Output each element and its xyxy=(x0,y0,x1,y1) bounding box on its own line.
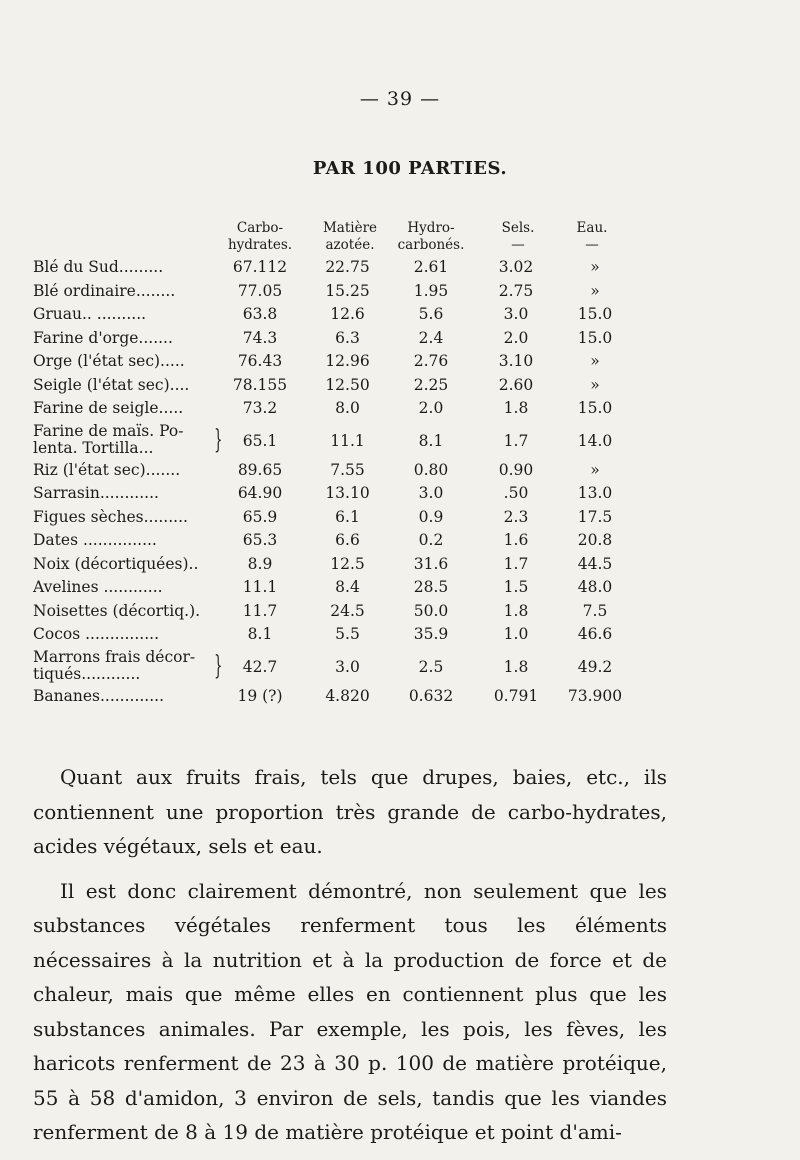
cell-eau: 13.0 xyxy=(577,484,613,502)
paragraph: Quant aux fruits frais, tels que drupes, baies, etc., ils contiennent une proportion très grande de carbo-hydrates, acides végétaux, sels et eau. xyxy=(33,765,667,858)
cell-eau: 20.8 xyxy=(577,531,613,549)
table-row xyxy=(0,625,800,649)
cell-carbohydrates: 64.90 xyxy=(237,484,283,502)
cell-matiere-azotee: 24.5 xyxy=(330,601,365,620)
cell-sels: 3.10 xyxy=(498,352,534,370)
table-row xyxy=(0,555,800,579)
cell-hydrocarbones: 0.2 xyxy=(418,531,444,549)
row-food-name: Seigle (l'état sec).... xyxy=(33,375,190,394)
header-carbohydrates xyxy=(222,220,298,254)
table-row xyxy=(0,687,800,711)
row-food-name: Blé ordinaire........ xyxy=(33,281,176,300)
table-row xyxy=(0,329,800,353)
table-row xyxy=(0,352,800,376)
row-food-name: Dates ............... xyxy=(33,531,157,549)
table-title: PAR 100 PARTIES. xyxy=(312,158,508,179)
header-eau xyxy=(560,220,624,254)
cell-hydrocarbones: 8.1 xyxy=(418,431,444,450)
brace-glyph: } xyxy=(214,424,223,455)
row-food-name: Gruau.. .......... xyxy=(33,305,147,323)
cell-eau: 7.5 xyxy=(582,601,608,620)
cell-sels: 0.791 xyxy=(493,686,539,705)
cell-matiere-azotee: 12.6 xyxy=(330,305,365,323)
cell-hydrocarbones: 3.0 xyxy=(418,484,444,502)
cell-carbohydrates: 11.1 xyxy=(242,578,278,596)
cell-hydrocarbones: 2.0 xyxy=(418,399,444,417)
cell-eau: 15.0 xyxy=(577,328,613,347)
cell-carbohydrates: 63.8 xyxy=(242,305,278,323)
paragraph: Il est donc clairement démontré, non seulement que les substances végétales renferment tous les éléments nécessaires à la nutrition et à la production de force et de chaleur, mais que même elles en contiennent plus que les substances animales. Par exemple, les pois, les fèves, les haricots renferment de 23 à 30 p. 100 de matière protéique, 55 à 58 d'amidon, 3 environ de sels, tandis que les viandes renferment de 8 à 19 de matière protéique et point d'ami- xyxy=(33,878,667,1144)
row-food-name: Sarrasin............ xyxy=(33,484,159,502)
row-food-name: Blé du Sud......... xyxy=(33,258,164,276)
cell-sels: 1.8 xyxy=(503,601,529,620)
cell-sels: 2.0 xyxy=(503,328,529,347)
cell-matiere-azotee: 8.4 xyxy=(335,578,360,596)
cell-carbohydrates: 65.9 xyxy=(242,507,278,526)
header-sels-line2: — xyxy=(511,237,525,253)
cell-hydrocarbones: 50.0 xyxy=(413,601,449,620)
row-food-name: Bananes............. xyxy=(33,686,165,705)
cell-hydrocarbones: 0.80 xyxy=(413,460,449,479)
cell-hydrocarbones: 0.632 xyxy=(408,686,454,705)
row-food-name: Farine de seigle..... xyxy=(33,399,184,417)
header-sels xyxy=(488,220,548,254)
row-food-name: Figues sèches......... xyxy=(33,507,188,526)
table-row xyxy=(0,602,800,626)
brace-glyph: } xyxy=(214,650,223,681)
cell-eau: » xyxy=(590,281,600,300)
table-row xyxy=(0,649,800,687)
header-eau-line2: — xyxy=(585,237,599,253)
table-row xyxy=(0,578,800,602)
header-sels-line1: Sels. xyxy=(501,220,535,236)
cell-hydrocarbones: 5.6 xyxy=(418,305,444,323)
cell-sels: 1.5 xyxy=(503,578,529,596)
cell-carbohydrates: 67.112 xyxy=(232,258,288,276)
cell-hydrocarbones: 35.9 xyxy=(413,625,449,643)
cell-eau: » xyxy=(590,375,600,394)
table-body xyxy=(0,258,800,710)
cell-carbohydrates: 73.2 xyxy=(242,399,278,417)
row-food-name: Farine de maïs. Po- lenta. Tortilla... xyxy=(33,422,184,457)
cell-matiere-azotee: 15.25 xyxy=(325,281,370,300)
cell-sels: 1.6 xyxy=(503,531,529,549)
page-number: — 39 — xyxy=(359,88,441,110)
cell-hydrocarbones: 1.95 xyxy=(413,281,449,300)
table-row xyxy=(0,399,800,423)
cell-sels: 1.7 xyxy=(503,554,529,573)
cell-matiere-azotee: 12.50 xyxy=(325,375,370,394)
cell-carbohydrates: 78.155 xyxy=(232,375,288,394)
cell-hydrocarbones: 2.61 xyxy=(413,258,449,276)
cell-hydrocarbones: 2.76 xyxy=(413,352,449,370)
cell-eau: 14.0 xyxy=(577,431,613,450)
cell-hydrocarbones: 2.25 xyxy=(413,375,449,394)
row-food-name: Farine d'orge....... xyxy=(33,328,173,347)
row-food-name: Orge (l'état sec)..... xyxy=(33,352,185,370)
cell-eau: 49.2 xyxy=(577,657,613,676)
cell-carbohydrates: 89.65 xyxy=(237,460,283,479)
header-matiere-line1: Matière xyxy=(322,220,378,236)
cell-matiere-azotee: 22.75 xyxy=(325,258,370,276)
cell-sels: .50 xyxy=(503,484,529,502)
cell-matiere-azotee: 5.5 xyxy=(335,625,360,643)
table-row xyxy=(0,305,800,329)
table-row xyxy=(0,484,800,508)
table-header xyxy=(0,220,800,260)
row-food-name: Marrons frais décor- tiqués............ xyxy=(33,648,196,683)
cell-hydrocarbones: 28.5 xyxy=(413,578,449,596)
table-row xyxy=(0,282,800,306)
cell-matiere-azotee: 12.96 xyxy=(325,352,370,370)
table-row xyxy=(0,423,800,461)
header-eau-line1: Eau. xyxy=(576,220,608,236)
body-text xyxy=(33,760,667,1160)
cell-matiere-azotee: 6.3 xyxy=(335,328,360,347)
row-food-name: Noix (décortiquées).. xyxy=(33,554,199,573)
cell-matiere-azotee: 3.0 xyxy=(335,657,360,676)
cell-eau: 17.5 xyxy=(577,507,613,526)
cell-eau: 44.5 xyxy=(577,554,613,573)
row-food-name: Cocos ............... xyxy=(33,625,159,643)
cell-matiere-azotee: 13.10 xyxy=(325,484,370,502)
cell-carbohydrates: 42.7 xyxy=(242,657,278,676)
header-matiere-line2: azotée. xyxy=(325,237,375,253)
row-food-name: Noisettes (décortiq.). xyxy=(33,601,201,620)
cell-hydrocarbones: 2.5 xyxy=(418,657,444,676)
header-hydrocarbones xyxy=(392,220,470,254)
cell-sels: 0.90 xyxy=(498,460,534,479)
header-matiere-azotee xyxy=(310,220,390,254)
cell-carbohydrates: 65.3 xyxy=(242,531,278,549)
cell-eau: 48.0 xyxy=(577,578,613,596)
cell-sels: 1.8 xyxy=(503,399,529,417)
cell-eau: 15.0 xyxy=(577,305,613,323)
table-row xyxy=(0,461,800,485)
cell-eau: 46.6 xyxy=(577,625,613,643)
header-carbohydrates-line1: Carbo- xyxy=(236,220,284,236)
cell-sels: 3.0 xyxy=(503,305,529,323)
cell-matiere-azotee: 7.55 xyxy=(330,460,365,479)
table-row xyxy=(0,258,800,282)
cell-eau: 15.0 xyxy=(577,399,613,417)
cell-eau: 73.900 xyxy=(567,686,623,705)
header-hydro-line2: carbonés. xyxy=(397,237,465,253)
cell-carbohydrates: 8.9 xyxy=(247,554,273,573)
cell-sels: 3.02 xyxy=(498,258,534,276)
cell-carbohydrates: 8.1 xyxy=(247,625,273,643)
cell-matiere-azotee: 6.6 xyxy=(335,531,360,549)
header-hydro-line1: Hydro- xyxy=(407,220,455,236)
cell-sels: 1.7 xyxy=(503,431,529,450)
cell-carbohydrates: 74.3 xyxy=(242,328,278,347)
cell-eau: » xyxy=(590,460,600,479)
row-food-name: Avelines ............ xyxy=(33,578,163,596)
cell-hydrocarbones: 31.6 xyxy=(413,554,449,573)
cell-hydrocarbones: 2.4 xyxy=(418,328,444,347)
cell-sels: 1.8 xyxy=(503,657,529,676)
cell-carbohydrates: 65.1 xyxy=(242,431,278,450)
cell-eau: » xyxy=(590,258,600,276)
cell-sels: 1.0 xyxy=(503,625,529,643)
cell-eau: » xyxy=(590,352,600,370)
cell-carbohydrates: 11.7 xyxy=(242,601,278,620)
header-carbohydrates-line2: hydrates. xyxy=(227,237,293,253)
cell-matiere-azotee: 4.820 xyxy=(325,686,370,705)
cell-carbohydrates: 76.43 xyxy=(237,352,283,370)
cell-sels: 2.60 xyxy=(498,375,534,394)
cell-matiere-azotee: 8.0 xyxy=(335,399,360,417)
cell-carbohydrates: 19 (?) xyxy=(237,686,283,705)
cell-sels: 2.75 xyxy=(498,281,534,300)
table-row xyxy=(0,531,800,555)
table-row xyxy=(0,376,800,400)
row-food-name: Riz (l'état sec)....... xyxy=(33,460,181,479)
table-row xyxy=(0,508,800,532)
cell-matiere-azotee: 12.5 xyxy=(330,554,365,573)
cell-matiere-azotee: 6.1 xyxy=(335,507,360,526)
cell-matiere-azotee: 11.1 xyxy=(330,431,365,450)
cell-sels: 2.3 xyxy=(503,507,529,526)
cell-carbohydrates: 77.05 xyxy=(237,281,283,300)
cell-hydrocarbones: 0.9 xyxy=(418,507,444,526)
